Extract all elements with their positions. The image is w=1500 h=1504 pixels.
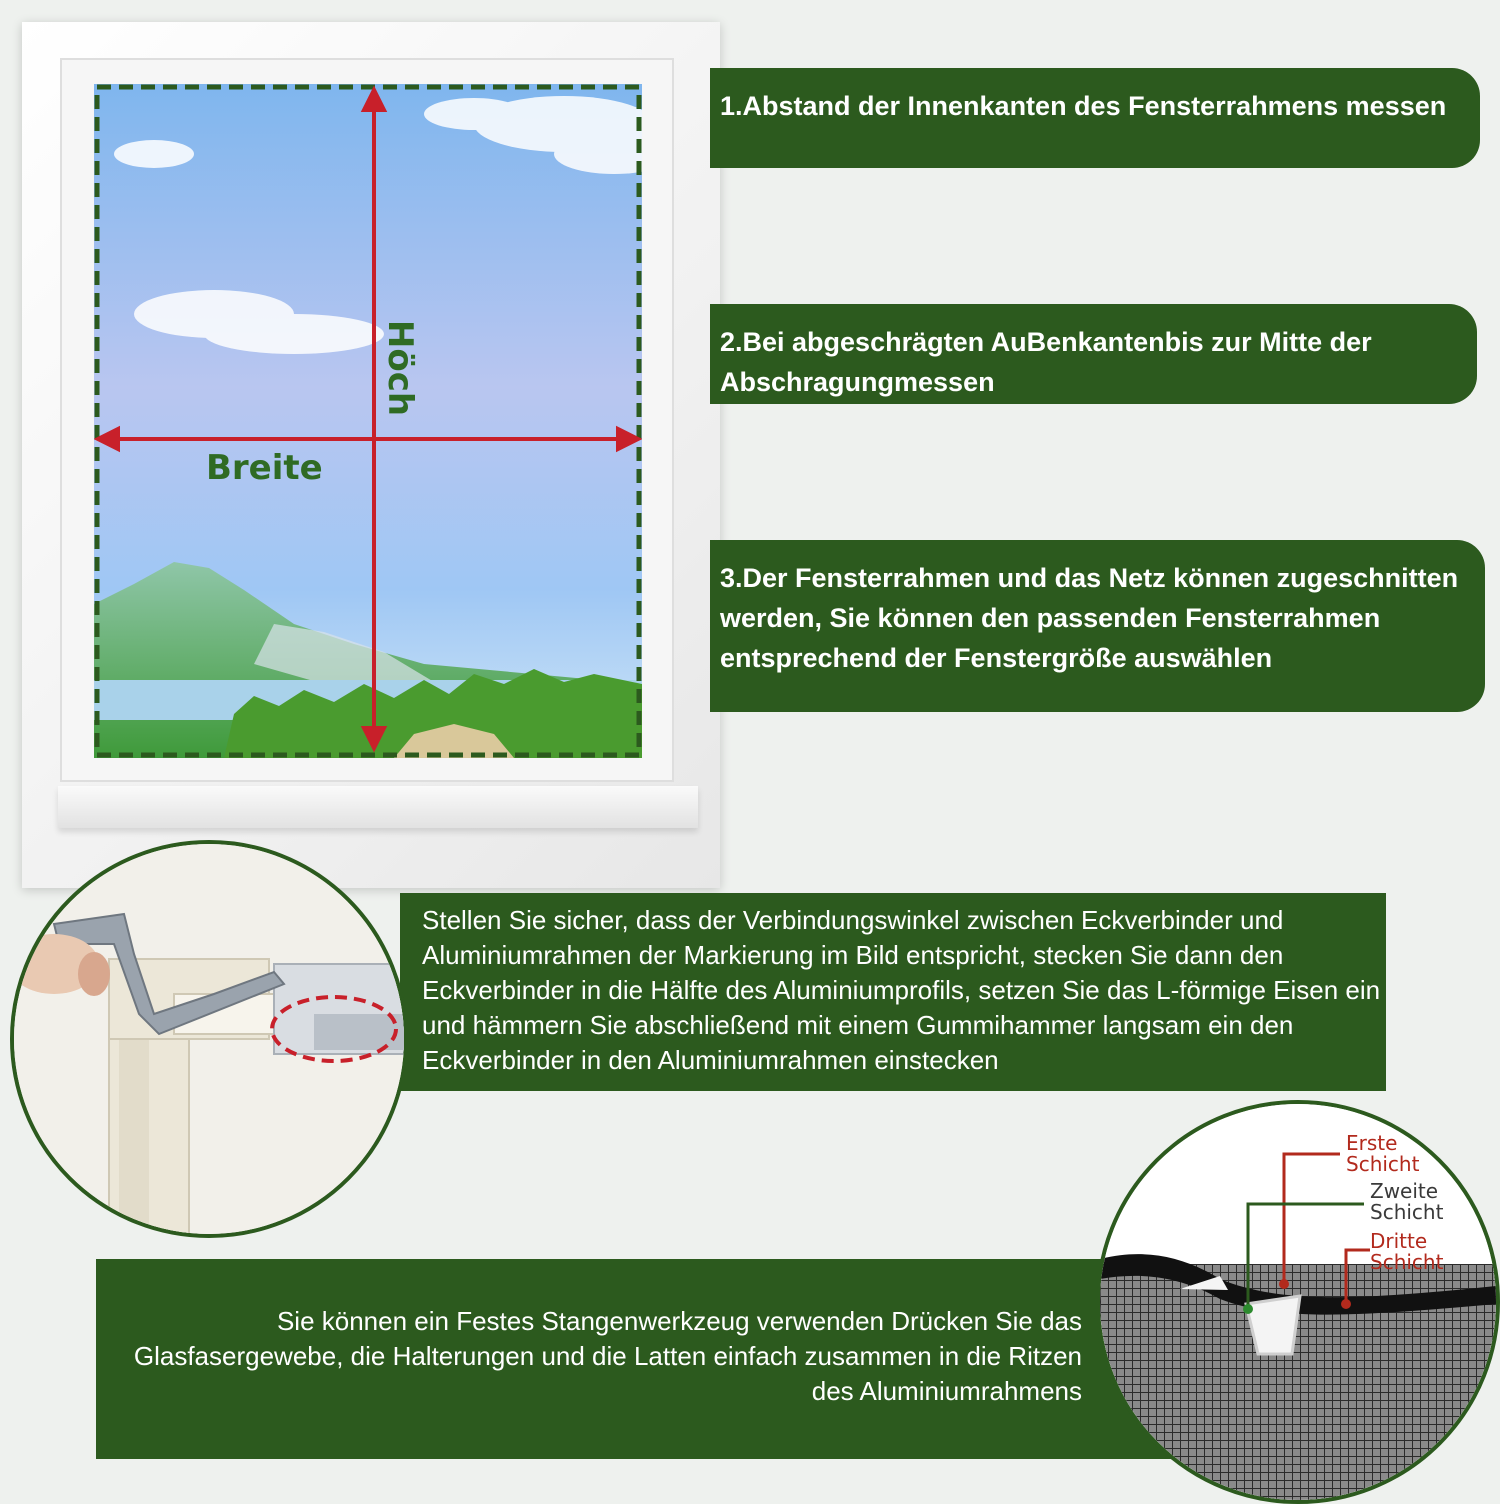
mesh-layers-image: [1100, 1104, 1496, 1500]
landscape-scene: [94, 84, 642, 758]
mesh-installation-instructions: Sie können ein Festes Stangenwerkzeug verwenden Drücken Sie das Glasfasergewebe, die Halterungen und die Latten einfach zusammen in die Ritzen des Aluminiumrahmens: [96, 1259, 1182, 1459]
step-2-banner: 2.Bei abgeschrägten AuBenkantenbis zur Mitte der Abschragungmessen: [710, 304, 1477, 404]
corner-connector-image: [14, 844, 404, 1234]
window-glass-scene: [94, 84, 642, 758]
layer-label-second: Zweite Schicht: [1370, 1179, 1444, 1224]
width-label: Breite: [206, 448, 323, 488]
mesh-layers-closeup: [1096, 1100, 1500, 1504]
step-1-banner: 1.Abstand der Innenkanten des Fensterrahmens messen: [710, 68, 1480, 168]
corner-connector-closeup: [10, 840, 408, 1238]
layer-label-third: Dritte Schicht: [1370, 1229, 1444, 1274]
window-sill: [58, 786, 698, 828]
height-label: Höch: [380, 319, 420, 417]
corner-connector-instructions: Stellen Sie sicher, dass der Verbindungswinkel zwischen Eckverbinder und Aluminiumrahmen der Markierung im Bild entspricht, stecken Sie dann den Eckverbinder in die Hälfte des Aluminiumprofils, setzen Sie das L-förmige Eisen ein und hämmern Sie abschließend mit einem Gummihammer langsam ein den Eckverbinder in den Aluminiumrahmen einstecken: [400, 893, 1386, 1091]
step-3-banner: 3.Der Fensterrahmen und das Netz können zugeschnitten werden, Sie können den passenden Fensterrahmen entsprechend der Fenstergröße auswählen: [710, 540, 1485, 712]
layer-label-first: Erste Schicht: [1346, 1131, 1420, 1176]
